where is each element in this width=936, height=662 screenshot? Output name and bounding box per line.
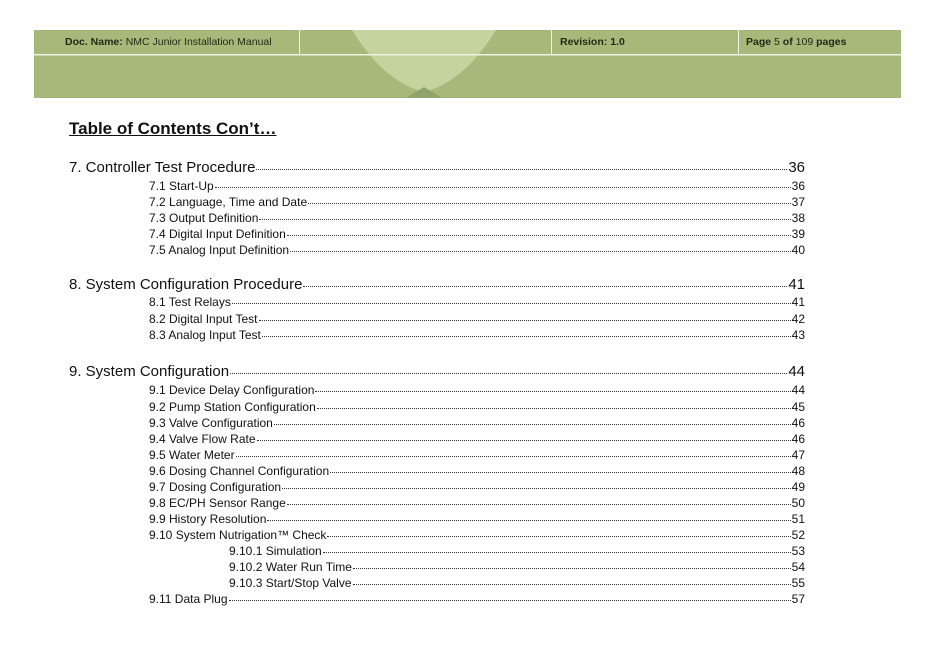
toc-entry-page: 52: [791, 528, 805, 542]
toc-entry-page: 36: [788, 159, 805, 176]
leader-dots: [229, 600, 791, 601]
toc-entry-page: 38: [791, 211, 805, 225]
leader-dots: [232, 303, 791, 304]
toc-entry-text: 9.9 History Resolution: [149, 512, 267, 526]
page-current: 5: [774, 36, 780, 48]
toc-entry-page: 46: [791, 416, 805, 430]
toc-entry[interactable]: [149, 400, 805, 414]
page-number-cell: [739, 30, 901, 54]
leader-dots: [327, 536, 790, 537]
leader-dots: [267, 520, 790, 521]
toc-entry-page: 55: [791, 576, 805, 590]
toc-entry-text: 9.7 Dosing Configuration: [149, 480, 282, 494]
toc-entry[interactable]: [229, 560, 805, 574]
leader-dots: [259, 320, 791, 321]
toc-entry-text: 9.10.3 Start/Stop Valve: [229, 576, 352, 590]
toc-entry-text: 9.5 Water Meter: [149, 448, 235, 462]
header-row: [34, 30, 901, 55]
leader-dots: [256, 169, 787, 170]
toc-entry[interactable]: [69, 276, 805, 293]
leader-dots: [330, 472, 791, 473]
doc-name-label: Doc. Name:: [65, 36, 123, 48]
toc-entry-page: 50: [791, 496, 805, 510]
toc-entry[interactable]: [149, 179, 805, 193]
toc-entry-text: 9.11 Data Plug: [149, 592, 228, 606]
toc-entry-page: 44: [791, 383, 805, 397]
toc-entry-text: 9.2 Pump Station Configuration: [149, 400, 316, 414]
toc-entry-page: 44: [788, 363, 805, 380]
toc-entry-text: 9.10.2 Water Run Time: [229, 560, 352, 574]
toc-entry-page: 53: [791, 544, 805, 558]
leader-dots: [353, 568, 791, 569]
toc-entry-text: 9.8 EC/PH Sensor Range: [149, 496, 286, 510]
toc-entry-page: 54: [791, 560, 805, 574]
toc-entry[interactable]: [69, 363, 805, 380]
doc-name-cell: [34, 30, 300, 54]
toc-entry[interactable]: [69, 159, 805, 176]
leader-dots: [262, 336, 791, 337]
toc-entry-text: 9.6 Dosing Channel Configuration: [149, 464, 330, 478]
document-header: [34, 30, 901, 98]
page-label: Page: [746, 36, 772, 48]
toc-entry-page: 46: [791, 432, 805, 446]
leader-dots: [308, 203, 791, 204]
toc-entry[interactable]: [149, 592, 805, 606]
toc-entry-page: 37: [791, 195, 805, 209]
leader-dots: [257, 440, 791, 441]
leader-dots: [303, 286, 787, 287]
leader-dots: [274, 424, 791, 425]
toc-entry-text: 7.4 Digital Input Definition: [149, 227, 286, 241]
toc-entry[interactable]: [149, 227, 805, 241]
toc-entry-page: 39: [791, 227, 805, 241]
toc-entry-page: 48: [791, 464, 805, 478]
toc-entry-page: 49: [791, 480, 805, 494]
leader-dots: [282, 488, 791, 489]
revision-value: 1.0: [610, 36, 625, 48]
leader-dots: [287, 504, 791, 505]
toc-entry-page: 42: [791, 312, 805, 326]
toc-entry-page: 36: [791, 179, 805, 193]
toc-entry-page: 41: [788, 276, 805, 293]
toc-entry-text: 7.1 Start-Up: [149, 179, 214, 193]
toc-entry-text: 8.3 Analog Input Test: [149, 328, 261, 342]
toc-entry-page: 41: [791, 295, 805, 309]
leader-dots: [290, 251, 791, 252]
toc-entry[interactable]: [149, 211, 805, 225]
toc-entry-text: 8.2 Digital Input Test: [149, 312, 258, 326]
page-suffix: pages: [816, 36, 847, 48]
toc-entry-page: 43: [791, 328, 805, 342]
toc-entry[interactable]: [229, 576, 805, 590]
toc-entry[interactable]: [149, 383, 805, 397]
toc-entry-text: 9.10.1 Simulation: [229, 544, 322, 558]
toc-entry[interactable]: [149, 195, 805, 209]
toc-entry[interactable]: [149, 295, 805, 309]
toc-entry[interactable]: [149, 312, 805, 326]
revision-cell: [552, 30, 739, 54]
toc-entry[interactable]: [149, 512, 805, 526]
revision-label: Revision:: [560, 36, 608, 48]
toc-entry-text: 8.1 Test Relays: [149, 295, 231, 309]
header-blank-cell: [300, 30, 552, 54]
leader-dots: [315, 391, 790, 392]
toc-entry-page: 40: [791, 243, 805, 257]
toc-entry-text: 9.4 Valve Flow Rate: [149, 432, 256, 446]
toc-entry-text: 9.1 Device Delay Configuration: [149, 383, 315, 397]
toc-entry-text: 8. System Configuration Procedure: [69, 276, 303, 293]
doc-name-value: NMC Junior Installation Manual: [125, 36, 272, 48]
toc-entry-page: 51: [791, 512, 805, 526]
toc-entry[interactable]: [229, 544, 805, 558]
leader-dots: [323, 552, 791, 553]
page-of: of: [782, 36, 793, 48]
leader-dots: [236, 456, 791, 457]
leader-dots: [230, 373, 787, 374]
toc-entry-text: 7.3 Output Definition: [149, 211, 259, 225]
toc-entry-text: 7. Controller Test Procedure: [69, 159, 256, 176]
leader-dots: [287, 235, 791, 236]
leader-dots: [353, 584, 791, 585]
page-total: 109: [795, 36, 814, 48]
leader-dots: [259, 219, 790, 220]
toc-entry[interactable]: [149, 243, 805, 257]
toc-entry[interactable]: [149, 432, 805, 446]
toc-entry[interactable]: [149, 416, 805, 430]
toc-entry-text: 9.10 System Nutrigation™ Check: [149, 528, 327, 542]
toc-entry-page: 47: [791, 448, 805, 462]
toc-entry[interactable]: [149, 328, 805, 342]
leader-dots: [317, 408, 791, 409]
toc-entry-text: 9.3 Valve Configuration: [149, 416, 273, 430]
toc-entry[interactable]: [149, 464, 805, 478]
toc-entry-text: 7.5 Analog Input Definition: [149, 243, 290, 257]
toc-entry[interactable]: [149, 528, 805, 542]
toc-entry-page: 45: [791, 400, 805, 414]
toc-entry-text: 9. System Configuration: [69, 363, 230, 380]
toc-entry-page: 57: [791, 592, 805, 606]
toc-entry-text: 7.2 Language, Time and Date: [149, 195, 308, 209]
toc-entry[interactable]: [149, 480, 805, 494]
leader-dots: [215, 187, 791, 188]
toc-entry[interactable]: [149, 448, 805, 462]
toc-entry[interactable]: [149, 496, 805, 510]
toc-title: Table of Contents Con’t…: [69, 119, 277, 138]
